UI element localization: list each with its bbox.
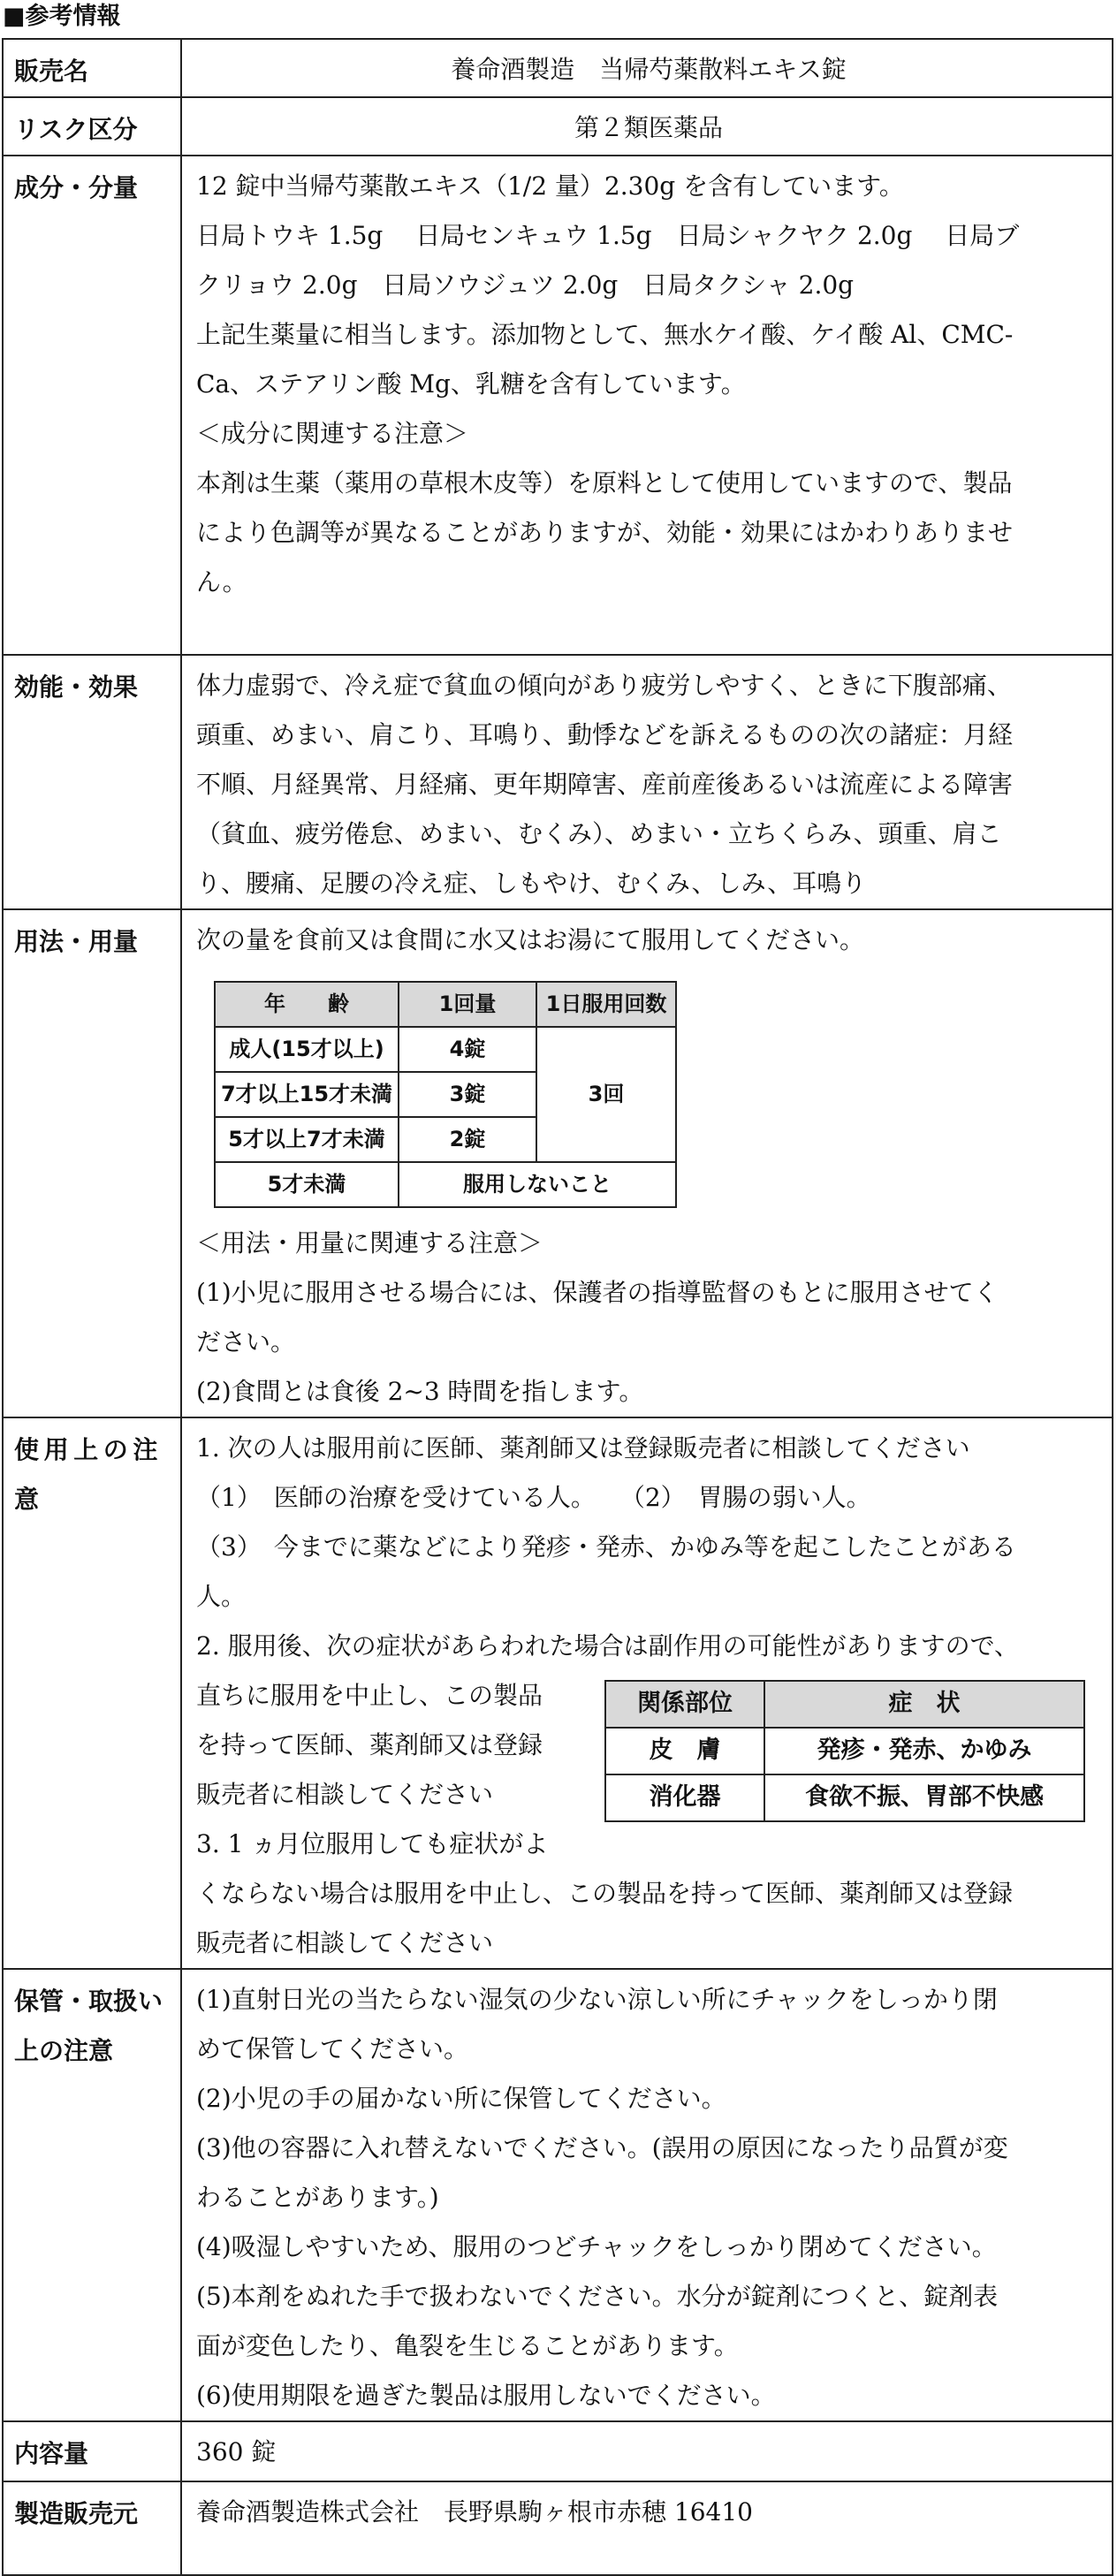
ingredients-line: 上記生薬量に相当します。添加物として、無水ケイ酸、ケイ酸 Al、CMC-: [196, 320, 1014, 349]
side-effects-row: [605, 1728, 1084, 1774]
side-effects-table: [604, 1680, 1085, 1822]
side-effects-header-symptom: 症 状: [764, 1681, 1084, 1728]
dosage-age: 5才未満: [215, 1162, 399, 1207]
value-product-name: 養命酒製造 当帰芍薬散料エキス錠: [181, 39, 1113, 97]
precautions-line: くならない場合は服用を中止し、この製品を持って医師、薬剤師又は登録: [196, 1879, 1014, 1908]
dosage-amount: 4錠: [399, 1027, 536, 1072]
dosage-note-line: ださい。: [196, 1327, 296, 1356]
precautions-content: [181, 1417, 1113, 1969]
label-storage-line: 上の注意: [14, 2036, 114, 2065]
precautions-side-text: [196, 1671, 585, 1869]
label-product-name: 販売名: [3, 39, 181, 97]
dosage-age: 成人(15才以上): [215, 1027, 399, 1072]
value-manufacturer: 養命酒製造株式会社 長野県駒ヶ根市赤穂 16410: [181, 2481, 1113, 2575]
dosage-age: 7才以上15才未満: [215, 1072, 399, 1117]
dosage-table-row: [215, 1162, 676, 1207]
storage-line: (2)小児の手の届かない所に保管してください。: [196, 2084, 726, 2113]
label-storage-line: 保管・取扱い: [14, 1987, 163, 2016]
efficacy-line: 体力虚弱で、冷え症で貧血の傾向があり疲労しやすく、ときに下腹部痛、: [196, 671, 1012, 700]
efficacy-line: 頭重、めまい、肩こり、耳鳴り、動悸などを訴えるものの次の諸症：月経: [196, 720, 1014, 749]
precautions-line: 人。: [196, 1582, 247, 1611]
precautions-line: 1. 次の人は服用前に医師、薬剤師又は登録販売者に相談してください: [196, 1433, 970, 1463]
ingredients-line: ん。: [196, 567, 247, 597]
side-effects-header: [605, 1681, 1084, 1728]
value-risk-category: 第２類医薬品: [181, 97, 1113, 156]
ingredients-line: 本剤は生薬（薬用の草根木皮等）を原料として使用していますので、製品: [196, 468, 1013, 498]
precautions-line: 2. 服用後、次の症状があらわれた場合は副作用の可能性がありますので、: [196, 1631, 1020, 1660]
precautions-line: 販売者に相談してください: [196, 1780, 494, 1809]
label-precautions: [3, 1417, 181, 1969]
precautions-line: を持って医師、薬剤師又は登録: [196, 1730, 543, 1759]
dosage-amount: 2錠: [399, 1117, 536, 1162]
row-ingredients: [3, 156, 1113, 655]
row-content-amount: [3, 2421, 1113, 2481]
ingredients-content: [181, 156, 1113, 655]
precautions-line: （3） 今までに薬などにより発疹・発赤、かゆみ等を起こしたことがある: [196, 1532, 1016, 1562]
side-effects-symptom: 発疹・発赤、かゆみ: [764, 1728, 1084, 1774]
side-effects-row: [605, 1774, 1084, 1821]
storage-line: めて保管してください。: [196, 2034, 469, 2063]
dosage-intro: 次の量を食前又は食間に水又はお湯にて服用してください。: [196, 925, 865, 954]
reference-info-table: [2, 38, 1113, 2576]
storage-content: [181, 1969, 1113, 2421]
label-storage: [3, 1969, 181, 2421]
dosage-table-header: [215, 982, 676, 1027]
storage-line: 面が変色したり、亀裂を生じることがあります。: [196, 2331, 739, 2360]
row-efficacy: [3, 655, 1113, 909]
side-effects-symptom: 食欲不振、胃部不快感: [764, 1774, 1084, 1821]
ingredients-line: Ca、ステアリン酸 Mg、乳糖を含有しています。: [196, 369, 746, 399]
side-effects-header-part: 関係部位: [605, 1681, 764, 1728]
label-risk-category: リスク区分: [3, 97, 181, 156]
label-manufacturer: 製造販売元: [3, 2481, 181, 2575]
precautions-line: 販売者に相談してください: [196, 1928, 494, 1957]
side-effects-part: 皮 膚: [605, 1728, 764, 1774]
dosage-header-times: 1日服用回数: [536, 982, 676, 1027]
dosage-content: [181, 909, 1113, 1417]
precautions-line: （1） 医師の治療を受けている人。 （2） 胃腸の弱い人。: [196, 1483, 871, 1512]
dosage-table: [214, 981, 677, 1208]
ingredients-note-heading: ＜成分に関連する注意＞: [196, 419, 469, 448]
storage-line: (4)吸湿しやすいため、服用のつどチャックをしっかり閉めてください。: [196, 2232, 997, 2261]
precautions-side-block: [196, 1671, 1101, 1869]
efficacy-line: （貧血、疲労倦怠、めまい、むくみ）、めまい・立ちくらみ、頭重、肩こ: [196, 819, 1002, 848]
label-content-amount: 内容量: [3, 2421, 181, 2481]
storage-line: (5)本剤をぬれた手で扱わないでください。水分が錠剤につくと、錠剤表: [196, 2282, 999, 2311]
efficacy-line: 不順、月経異常、月経痛、更年期障害、産前産後あるいは流産による障害: [196, 770, 1014, 799]
ingredients-line: 日局トウキ 1.5g 日局センキュウ 1.5g 日局シャクヤク 2.0g 日局ブ: [196, 221, 1020, 250]
dosage-note-heading: ＜用法・用量に関連する注意＞: [196, 1228, 543, 1258]
row-storage: [3, 1969, 1113, 2421]
ingredients-line: クリョウ 2.0g 日局ソウジュツ 2.0g 日局タクシャ 2.0g: [196, 270, 855, 300]
label-efficacy: 効能・効果: [3, 655, 181, 909]
dosage-header-amount: 1回量: [399, 982, 536, 1027]
storage-line: (3)他の容器に入れ替えないでください。(誤用の原因になったり品質が変: [196, 2133, 1008, 2162]
row-precautions: [3, 1417, 1113, 1969]
value-content-amount: 360 錠: [181, 2421, 1113, 2481]
label-precautions-line: 使用上の注: [14, 1435, 163, 1464]
label-precautions-line: 意: [14, 1485, 40, 1514]
dosage-amount: 3錠: [399, 1072, 536, 1117]
storage-line: (1)直射日光の当たらない湿気の少ない涼しい所にチャックをしっかり閉: [196, 1985, 998, 2014]
dosage-note-line: (2)食間とは食後 2~3 時間を指します。: [196, 1377, 644, 1406]
side-effects-part: 消化器: [605, 1774, 764, 1821]
row-product-name: [3, 39, 1113, 97]
efficacy-line: り、腰痛、足腰の冷え症、しもやけ、むくみ、しみ、耳鳴り: [196, 869, 867, 898]
storage-line: (6)使用期限を過ぎた製品は服用しないでください。: [196, 2381, 776, 2410]
precautions-line: 直ちに服用を中止し、この製品: [196, 1681, 543, 1710]
dosage-age: 5才以上7才未満: [215, 1117, 399, 1162]
precautions-line: 3. 1 ヵ月位服用しても症状がよ: [196, 1829, 549, 1858]
row-dosage: [3, 909, 1113, 1417]
dosage-times: 3回: [536, 1027, 676, 1162]
storage-line: わることがあります。): [196, 2183, 439, 2212]
page-title: ■参考情報: [3, 3, 121, 30]
row-risk-category: [3, 97, 1113, 156]
ingredients-line: により色調等が異なることがありますが、効能・効果にはかわりありませ: [196, 518, 1014, 547]
efficacy-content: [181, 655, 1113, 909]
label-ingredients: 成分・分量: [3, 156, 181, 655]
ingredients-line: 12 錠中当帰芍薬散エキス（1/2 量）2.30g を含有しています。: [196, 171, 904, 201]
label-dosage: 用法・用量: [3, 909, 181, 1417]
row-manufacturer: [3, 2481, 1113, 2575]
dosage-table-row: [215, 1027, 676, 1072]
dosage-header-age: 年 齢: [215, 982, 399, 1027]
dosage-not-allowed: 服用しないこと: [399, 1162, 676, 1207]
dosage-note-line: (1)小児に服用させる場合には、保護者の指導監督のもとに服用させてく: [196, 1278, 999, 1307]
